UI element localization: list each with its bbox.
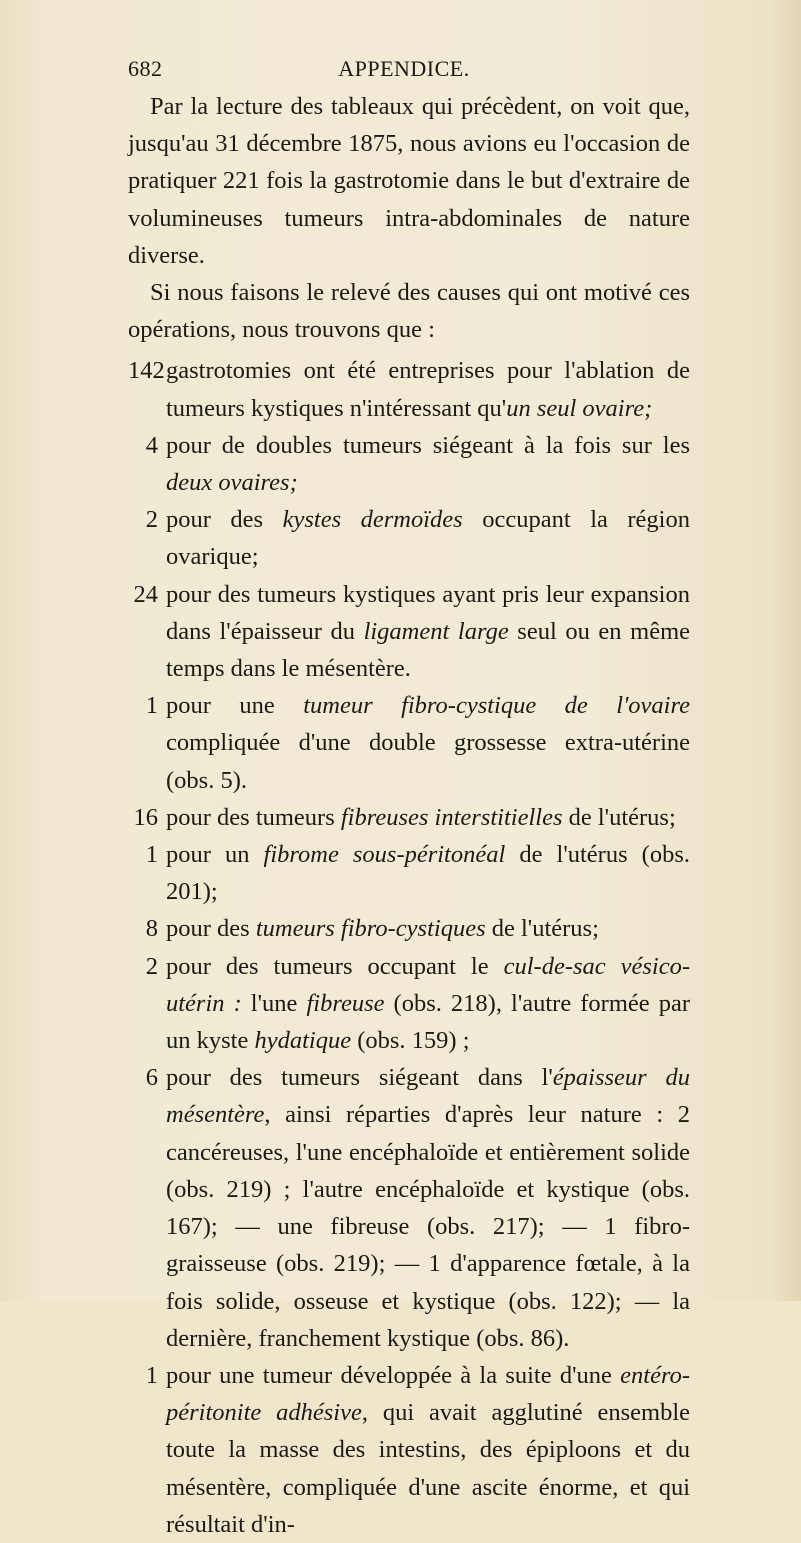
case-list-item [128,948,690,1060]
case-description [166,836,690,910]
case-list [128,352,690,1543]
case-description [166,948,690,1060]
case-count: 8 [145,915,158,943]
italic-term: fibrome sous-péritonéal [263,841,506,869]
text-run: pour une [166,692,304,720]
case-count: 2 [145,952,158,980]
text-run: , ainsi réparties d'après leur nature : 2 cancéreuses, l'une encéphaloïde et entièrement solide (obs. 219) ; l'autre encéphaloïde et kystique (obs. 167); — une fibreuse (obs. 217); — 1 fibro-graisseuse (obs. 219); — 1 d'apparence fœtale, à la fois solide, osseuse et kystique (obs. 122); — la dernière, franchement kystique (obs. 86). [166,1101,690,1352]
italic-term: fibreuses interstitielles [340,803,563,831]
text-run: occupant la région ovarique; [166,506,690,571]
text-run: pour une tumeur développée à la suite d'une [166,1361,621,1389]
case-count: 4 [145,431,158,459]
italic-term: épaisseur du mésentère [166,1064,690,1129]
case-count: 16 [133,803,158,831]
italic-term: kystes dermoïdes [282,506,463,534]
text-run: pour des [166,915,256,943]
case-list-item [128,576,690,688]
case-description [166,1059,690,1357]
case-count: 1 [145,1361,158,1389]
page-body [128,88,690,1543]
case-description [166,910,690,947]
text-run: gastrotomies ont été entreprises pour l'ablation de tumeurs kystiques n'intéressant qu' [166,357,690,422]
text-run: (obs. 159) ; [351,1027,470,1055]
case-list-item [128,352,690,426]
text-run: compliquée d'une double grossesse extra-utérine (obs. 5). [166,729,690,794]
running-title: APPENDICE. [338,56,470,81]
text-run: pour des tumeurs occupant le [166,952,504,980]
case-count: 142 [128,357,165,385]
case-list-item [128,501,690,575]
case-count: 2 [145,506,158,534]
case-count: 6 [145,1064,158,1092]
intro-paragraph: Si nous faisons le relevé des causes qui ont motivé ces opérations, nous trouvons que : [128,279,690,344]
case-list-item [128,1357,690,1543]
italic-term: un seul ovaire; [506,394,653,422]
case-list-item [128,427,690,501]
case-description [166,576,690,688]
case-description [166,501,690,575]
italic-term: ligament large [363,617,509,645]
case-description [166,427,690,501]
text-run: (obs. 218), l'autre formée par un kyste [166,989,690,1055]
text-run: pour de doubles tumeurs siégeant à la fois sur les [166,431,690,459]
case-description [166,799,690,836]
case-description [166,352,690,426]
text-run: pour des tumeurs [166,803,341,831]
case-list-item [128,799,690,836]
case-count: 1 [145,692,158,720]
case-count: 1 [145,841,158,869]
text-run: de l'utérus; [562,803,676,831]
text-run: pour des tumeurs siégeant dans l' [166,1064,553,1092]
italic-term: entéro-péritonite adhésive [166,1361,690,1427]
text-run: seul ou en même temps dans le mésentère. [166,617,691,683]
text-run: pour des [166,506,283,534]
case-list-item [128,687,690,799]
text-run: l'une [241,989,307,1017]
page-number: 682 [128,56,163,81]
italic-term: fibreuse [306,989,385,1017]
case-list-item [128,836,690,910]
text-run: de l'utérus (obs. 201); [166,841,690,906]
intro-paragraph: Par la lecture des tableaux qui précèdent, on voit que, jusqu'au 31 décembre 1875, nous avions eu l'occasion de pratiquer 221 fois la gastrotomie dans le but d'extraire de volumineuses tumeurs intra-abdominales de nature diverse. [128,93,690,269]
text-run: , qui avait agglutiné ensemble toute la masse des intestins, des épiploons et du mésentère, compliquée d'une ascite énorme, et qui résultait d'in- [166,1399,691,1538]
case-list-item [128,910,690,947]
text-run: pour un [166,841,264,869]
case-description [166,687,690,799]
italic-term: tumeurs fibro-cystiques [255,915,486,943]
italic-term: tumeur fibro-cystique de l'ovaire [303,692,690,720]
italic-term: deux ovaires; [166,469,298,497]
text-run: pour des tumeurs kystiques ayant pris leur expansion dans l'épaisseur du [166,580,690,645]
case-description [166,1357,690,1543]
case-list-item [128,1059,690,1357]
text-run: de l'utérus; [485,915,599,943]
italic-term: hydatique [254,1027,352,1055]
case-count: 24 [133,580,158,608]
italic-term: cul-de-sac vésico-utérin : [166,952,691,1017]
